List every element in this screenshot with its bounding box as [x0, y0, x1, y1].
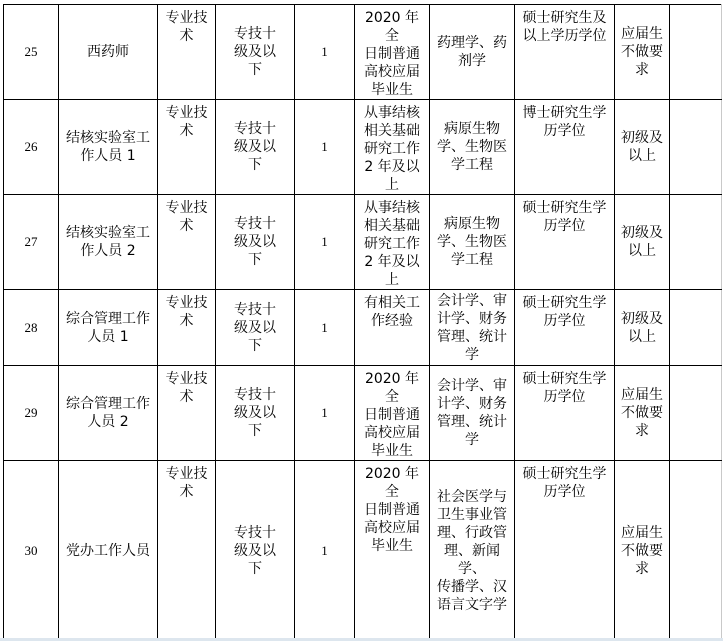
cell-scope: [355, 366, 430, 461]
cell-scope: [355, 5, 430, 100]
education-text: 博士研究生学 历学位: [522, 105, 607, 139]
cell-level: [216, 195, 295, 290]
cell-major: [430, 5, 515, 100]
table-row: [4, 366, 722, 461]
education-text: 硕士研究生及 以上学历学位: [522, 10, 607, 44]
count-text: 1: [321, 405, 328, 420]
cell-count: [295, 290, 355, 366]
cell-position: [59, 366, 158, 461]
cell-experience: [615, 5, 670, 100]
count-text: 1: [321, 139, 328, 154]
cell-no: [4, 366, 59, 461]
category-text: 专业技 术: [165, 371, 208, 405]
position-text: 西药师: [87, 44, 129, 60]
cell-no: [4, 100, 59, 195]
cell-experience: [615, 100, 670, 195]
cell-empty: [670, 195, 722, 290]
position-text: 结核实验室工 作人员 1: [66, 130, 150, 164]
scope-text: 从事结核 相关基础 研究工作 2 年及以 上: [364, 200, 420, 288]
category-text: 专业技 术: [165, 295, 208, 329]
cell-count: [295, 461, 355, 641]
cell-no: [4, 195, 59, 290]
cell-empty: [670, 461, 722, 641]
cell-count: [295, 5, 355, 100]
cell-scope: [355, 290, 430, 366]
table-body: [4, 5, 722, 641]
table-row: [4, 290, 722, 366]
cell-position: [59, 195, 158, 290]
table-row: [4, 461, 722, 641]
cell-empty: [670, 100, 722, 195]
cell-no: [4, 5, 59, 100]
experience-text: 应届生 不做要 求: [621, 387, 663, 439]
position-text: 综合管理工作 人员 1: [66, 310, 150, 345]
cell-level: [216, 5, 295, 100]
cell-no: [4, 290, 59, 366]
major-text: 病原生物 学、生物医 学工程: [437, 121, 507, 173]
cell-position: [59, 100, 158, 195]
level-text: 专技十 级及以 下: [234, 26, 276, 78]
count-text: 1: [321, 542, 328, 558]
cell-level: [216, 100, 295, 195]
cell-position: [59, 290, 158, 366]
cell-count: [295, 100, 355, 195]
count-text: 1: [321, 319, 328, 335]
cell-scope: [355, 100, 430, 195]
major-text: 社会医学与 卫生事业管 理、行政管 理、新闻学、 传播学、汉 语言文字学: [437, 488, 507, 613]
cell-category: [158, 366, 216, 461]
cell-education: [515, 366, 615, 461]
table-row: [4, 100, 722, 195]
cell-level: [216, 290, 295, 366]
education-text: 硕士研究生学 历学位: [522, 200, 607, 234]
cell-experience: [615, 290, 670, 366]
cell-major: [430, 366, 515, 461]
cell-category: [158, 195, 216, 290]
cell-major: [430, 290, 515, 366]
experience-text: 初级及 以上: [621, 130, 663, 164]
cell-empty: [670, 5, 722, 100]
count-text: 1: [321, 234, 328, 249]
cell-count: [295, 366, 355, 461]
position-text: 结核实验室工 作人员 2: [66, 225, 150, 259]
cell-category: [158, 100, 216, 195]
major-text: 药理学、药 剂学: [437, 35, 507, 69]
position-text: 综合管理工作 人员 2: [66, 396, 150, 430]
major-text: 会计学、审 计学、财务 管理、统计 学: [437, 292, 507, 363]
level-text: 专技十 级及以 下: [234, 301, 276, 354]
cell-education: [515, 195, 615, 290]
category-text: 专业技 术: [165, 200, 208, 234]
category-text: 专业技 术: [165, 105, 208, 139]
education-text: 硕士研究生学 历学位: [522, 295, 607, 329]
no-text: 30: [24, 542, 38, 558]
no-text: 27: [24, 234, 38, 249]
experience-text: 应届生 不做要 求: [621, 524, 663, 577]
category-text: 专业技 术: [165, 466, 208, 500]
cell-scope: [355, 195, 430, 290]
cell-education: [515, 5, 615, 100]
cell-scope: [355, 461, 430, 641]
no-text: 25: [24, 44, 38, 59]
level-text: 专技十 级及以 下: [234, 524, 276, 577]
level-text: 专技十 级及以 下: [234, 121, 276, 173]
experience-text: 初级及 以上: [621, 225, 663, 259]
cell-education: [515, 461, 615, 641]
cell-count: [295, 195, 355, 290]
position-text: 党办工作人员: [66, 542, 150, 559]
cell-position: [59, 5, 158, 100]
cell-experience: [615, 461, 670, 641]
cell-experience: [615, 366, 670, 461]
no-text: 26: [24, 139, 38, 154]
scope-text: 有相关工 作经验: [364, 295, 420, 329]
cell-major: [430, 195, 515, 290]
cell-category: [158, 5, 216, 100]
table-row: [4, 5, 722, 100]
cell-category: [158, 461, 216, 641]
education-text: 硕士研究生学 历学位: [522, 466, 607, 500]
level-text: 专技十 级及以 下: [234, 387, 276, 439]
cell-category: [158, 290, 216, 366]
cell-major: [430, 461, 515, 641]
major-text: 病原生物 学、生物医 学工程: [437, 216, 507, 268]
cell-level: [216, 366, 295, 461]
count-text: 1: [321, 44, 328, 59]
major-text: 会计学、审 计学、财务 管理、统计 学: [437, 378, 507, 448]
cell-empty: [670, 290, 722, 366]
scope-text: 2020 年全 日制普通 高校应届 毕业生: [364, 10, 420, 98]
cell-level: [216, 461, 295, 641]
cell-position: [59, 461, 158, 641]
cell-no: [4, 461, 59, 641]
experience-text: 应届生 不做要 求: [621, 26, 663, 78]
recruitment-table: [3, 4, 722, 641]
experience-text: 初级及 以上: [621, 310, 663, 345]
scope-text: 2020 年全 日制普通 高校应届 毕业生: [364, 371, 420, 459]
scope-text: 从事结核 相关基础 研究工作 2 年及以 上: [364, 105, 420, 193]
cell-education: [515, 290, 615, 366]
no-text: 28: [24, 319, 38, 335]
education-text: 硕士研究生学 历学位: [522, 371, 607, 405]
level-text: 专技十 级及以 下: [234, 216, 276, 268]
cell-experience: [615, 195, 670, 290]
table-row: [4, 195, 722, 290]
cell-education: [515, 100, 615, 195]
category-text: 专业技 术: [165, 10, 208, 44]
cell-major: [430, 100, 515, 195]
cell-empty: [670, 366, 722, 461]
scope-text: 2020 年全 日制普通 高校应届 毕业生: [364, 466, 420, 554]
no-text: 29: [24, 405, 38, 420]
